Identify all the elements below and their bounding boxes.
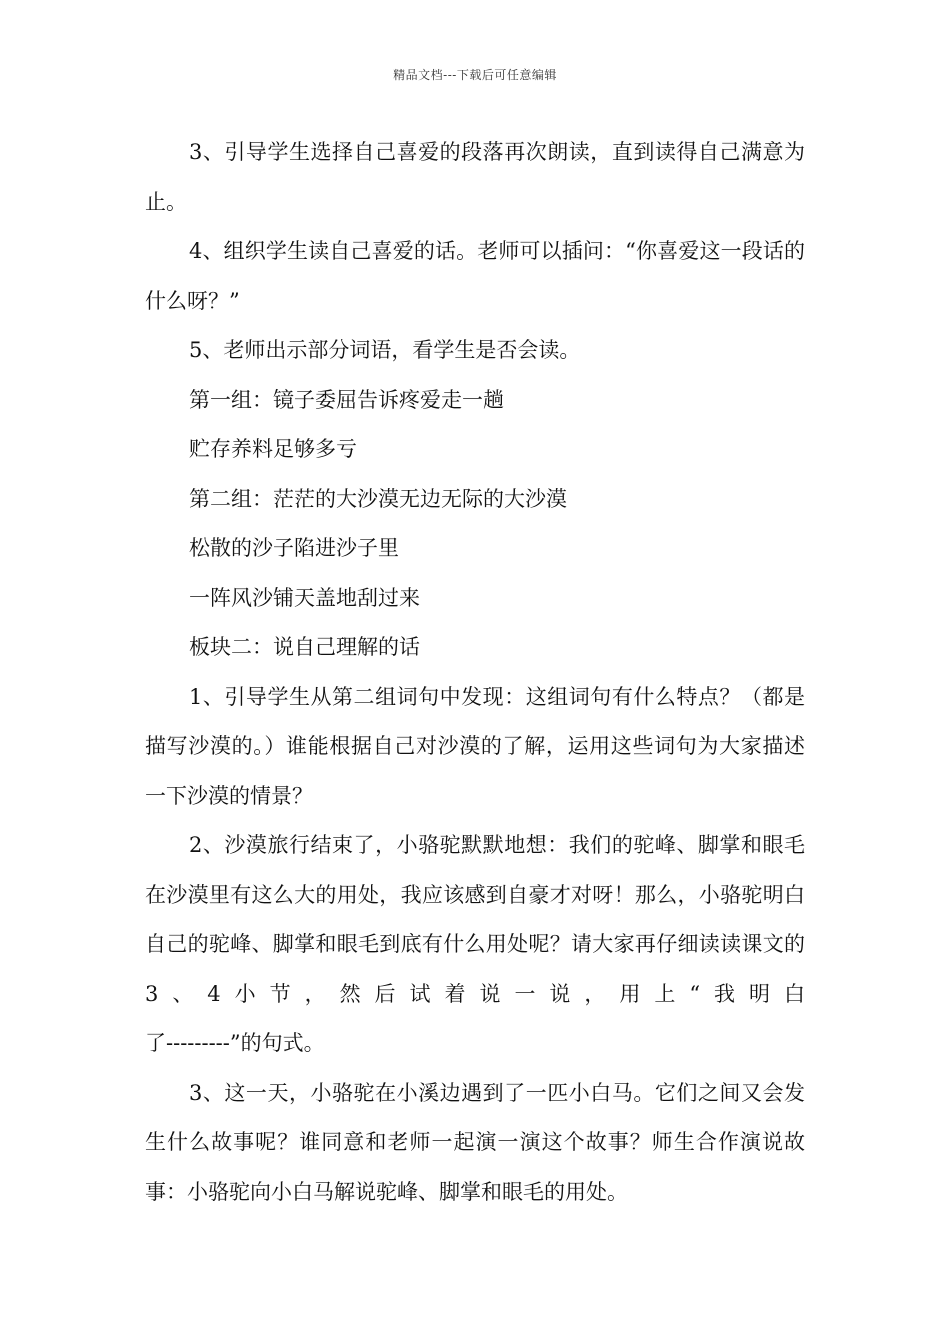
paragraph-block2-step-3: 3、这一天，小骆驼在小溪边遇到了一匹小白马。它们之间又会发生什么故事呢？谁同意和老师一起演一演这个故事？师生合作演说故事：小骆驼向小白马解说驼峰、脚掌和眼毛的用处。 [145, 1080, 805, 1204]
paragraph-step-4: 4、组织学生读自己喜爱的话。老师可以插问：“你喜爱这一段话的什么呀？” [145, 239, 805, 313]
page-header: 精品文档---下载后可任意编辑 [393, 68, 557, 82]
document-body [145, 128, 805, 1217]
word-group-2: 第二组：茫茫的大沙漠无边无际的大沙漠 [189, 486, 567, 511]
section-heading-block-2: 板块二：说自己理解的话 [189, 635, 420, 659]
paragraph-block2-step-2: 2、沙漠旅行结束了，小骆驼默默地想：我们的驼峰、脚掌和眼毛在沙漠里有这么大的用处，我应该感到自豪才对呀！那么，小骆驼明白自己的驼峰、脚掌和眼毛到底有什么用处呢？请大家再仔细读读课文的3、4小节，然后试着说一说，用上“我明白 [145, 833, 805, 1006]
paragraph-block2-step-1: 1、引导学生从第二组词句中发现：这组词句有什么特点？（都是描写沙漠的。）谁能根据自己对沙漠的了解，运用这些词句为大家描述一下沙漠的情景？ [145, 684, 805, 808]
paragraph-step-5: 5、老师出示部分词语，看学生是否会读。 [189, 338, 581, 362]
word-group-1: 第一组：镜子委屈告诉疼爱走一趟 [189, 387, 504, 412]
word-group-2-cont-1: 松散的沙子陷进沙子里 [189, 536, 399, 560]
paragraph-step-3: 3、引导学生选择自己喜爱的段落再次朗读，直到读得自己满意为止。 [145, 140, 805, 214]
paragraph-block2-step-2-end: 了---------”的句式。 [145, 1031, 325, 1055]
word-group-2-cont-2: 一阵风沙铺天盖地刮过来 [189, 585, 420, 610]
word-group-1-cont: 贮存养料足够多亏 [189, 437, 357, 461]
